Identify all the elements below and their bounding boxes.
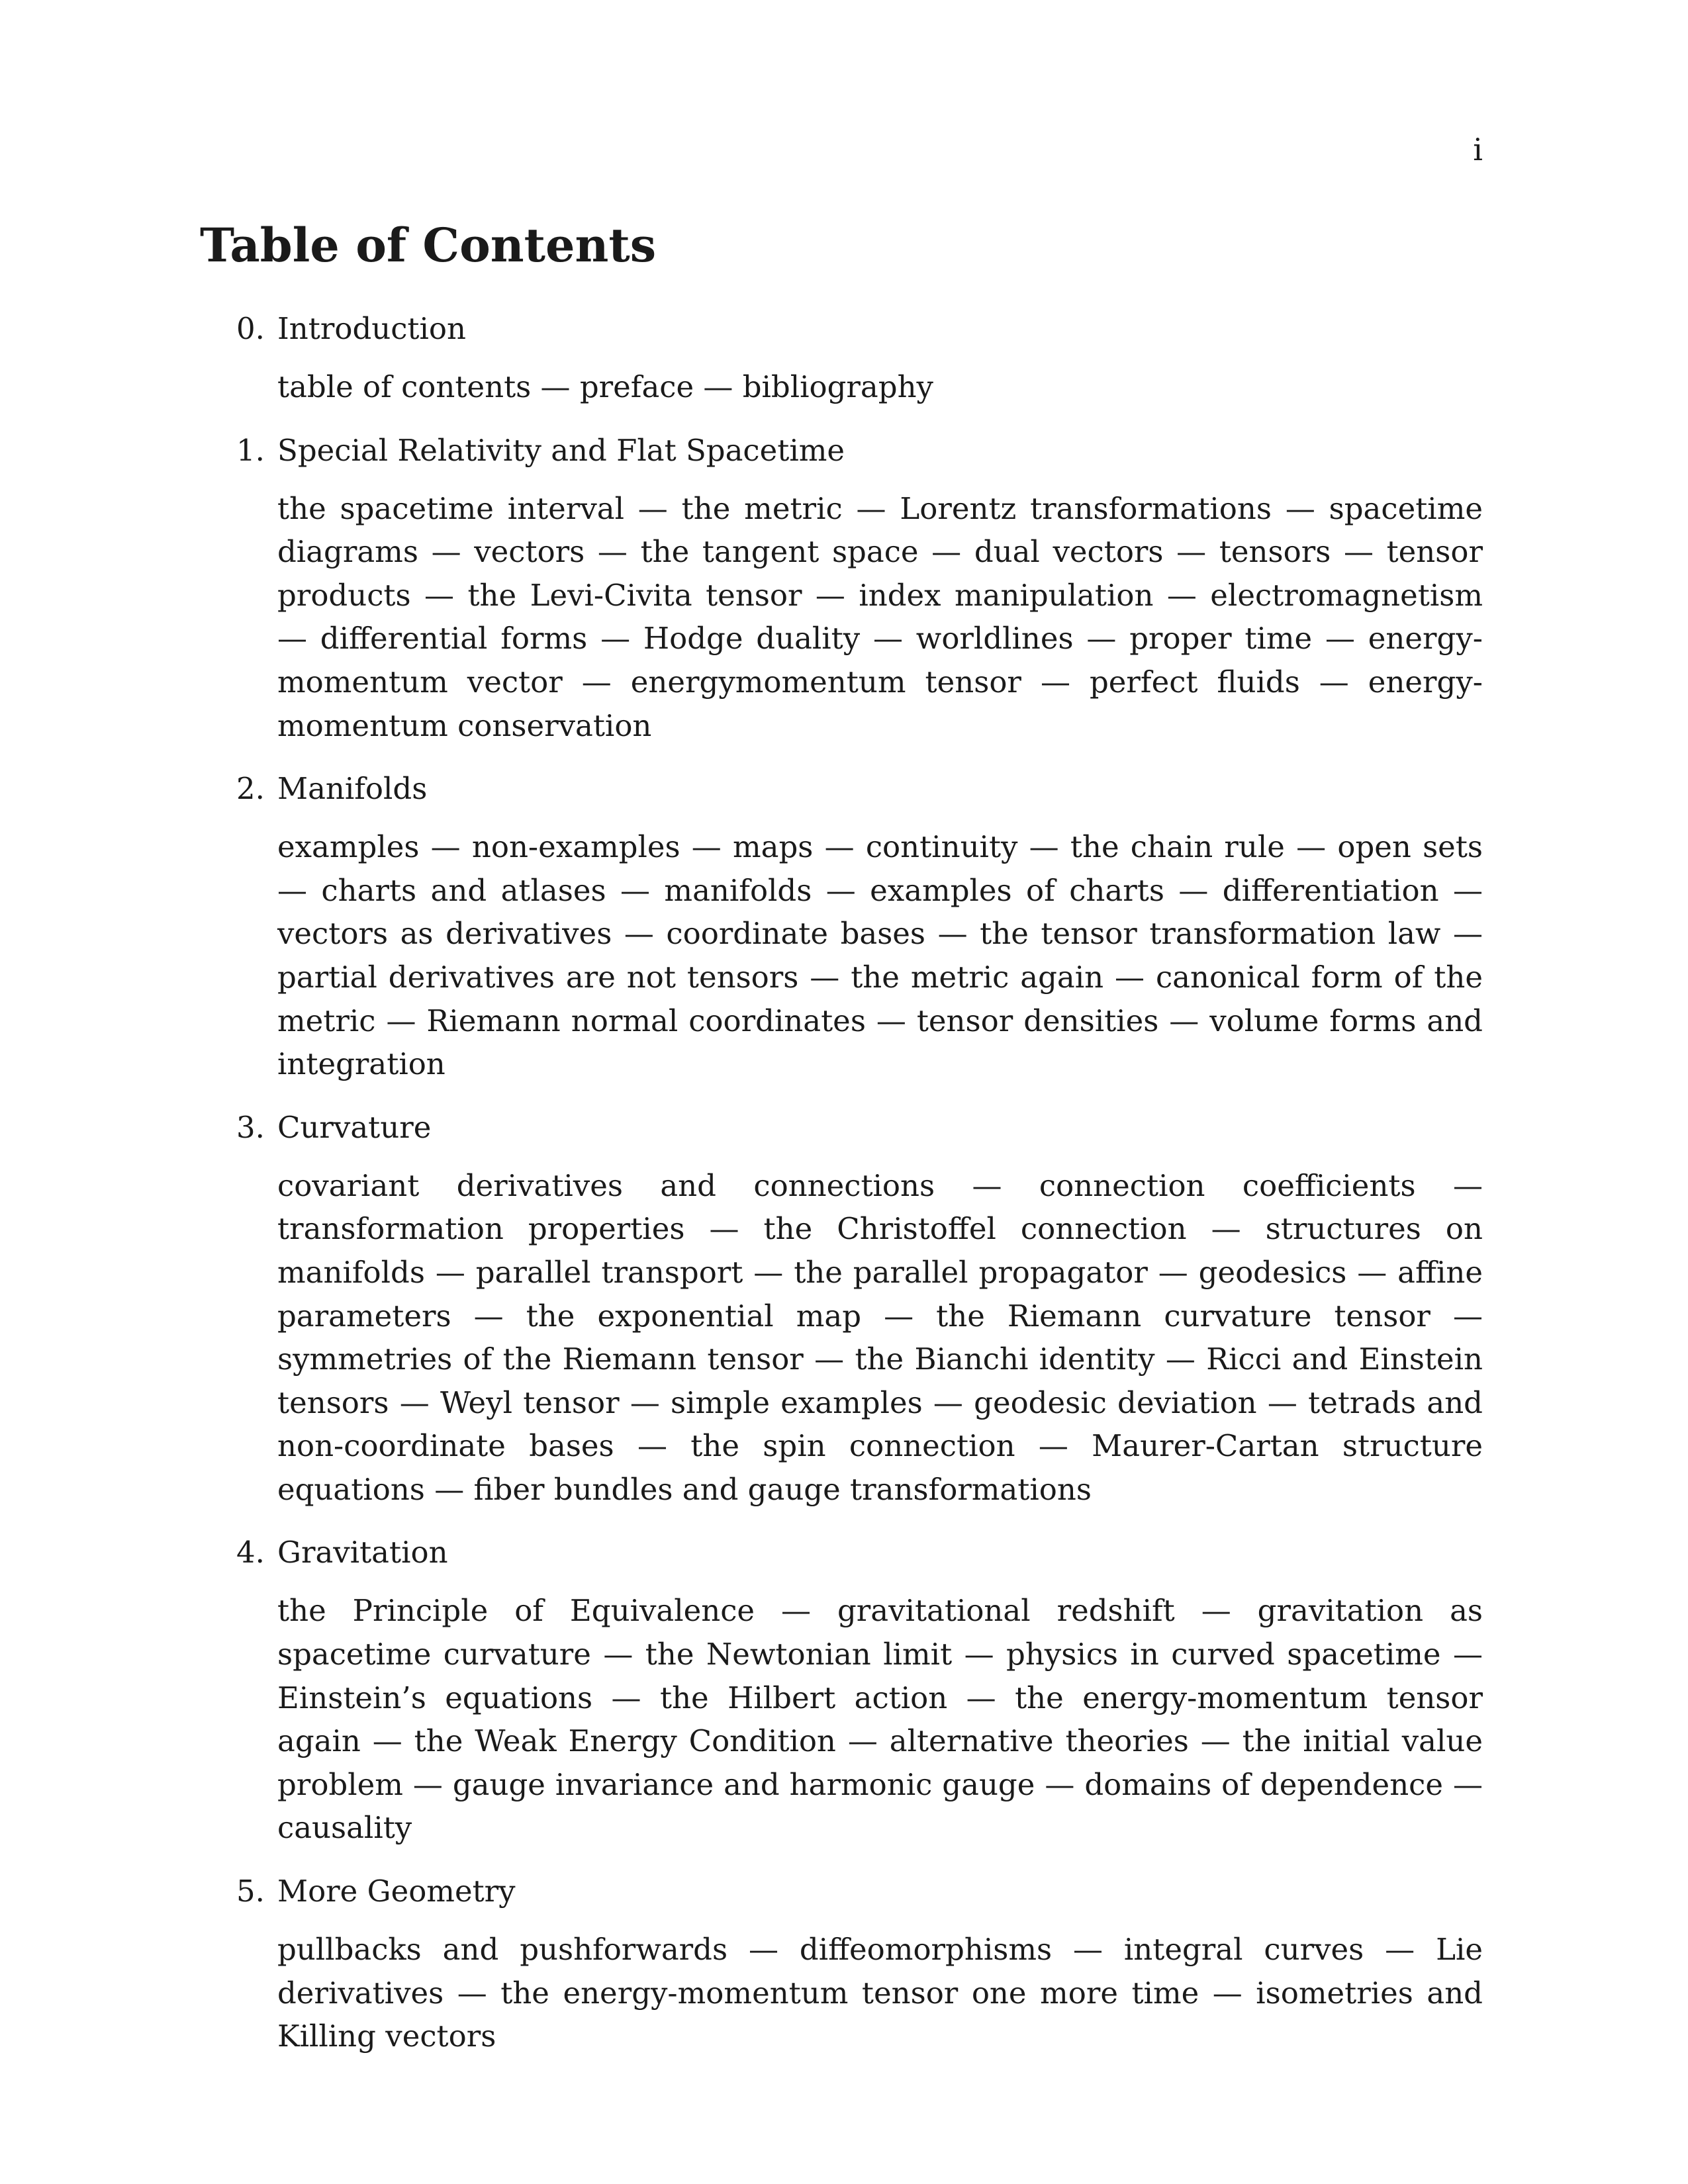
section-topics: table of contents — preface — bibliography — [277, 369, 933, 404]
page-title: Table of Contents — [200, 218, 657, 273]
section-topics: covariant derivatives and connections — connection coefficients — transformation properties — the Christoffel connection — structures on manifolds — parallel transport — the parallel propagator — geodesics — affine parameters — the exponential map — the Riemann curvature tensor — symmetries of the Riemann tensor — the Bianchi identity — Ricci and Einstein tensors — Weyl tensor — simple examples — geodesic deviation — tetrads and non-coordinate bases — the spin connection — Maurer-Cartan structure equations — fiber bundles and gauge transformations — [277, 1167, 1483, 1507]
toc-section-3 — [200, 1106, 1483, 1512]
section-topics: the Principle of Equivalence — gravitational redshift — gravitation as spacetime curvature — the Newtonian limit — physics in curved spacetime — Einstein’s equations — the Hilbert action — the energy-momentum tensor again — the Weak Energy Condition — alternative theories — the initial value problem — gauge invariance and harmonic gauge — domains of dependence — causality — [277, 1593, 1483, 1846]
section-title: Manifolds — [277, 771, 428, 807]
section-title: More Geometry — [277, 1874, 516, 1909]
section-number: 4. — [236, 1535, 265, 1570]
section-number: 1. — [236, 432, 265, 468]
section-heading — [200, 307, 1483, 351]
section-number: 0. — [236, 311, 265, 346]
toc-section-0 — [200, 307, 1483, 409]
section-topics: the spacetime interval — the metric — Lorentz transformations — spacetime diagrams — vectors — the tangent space — dual vectors — tensors — tensor products — the Levi-Civita tensor — index manipulation — electromagnetism — differential forms — Hodge duality — worldlines — proper time — energy-momentum vector — energymomentum tensor — perfect fluids — energy-momentum conservation — [277, 490, 1483, 743]
toc-section-5 — [200, 1870, 1483, 2058]
toc-section-1 — [200, 429, 1483, 748]
section-title: Special Relativity and Flat Spacetime — [277, 432, 845, 468]
section-heading — [200, 767, 1483, 811]
section-number: 2. — [236, 771, 265, 807]
section-title: Gravitation — [277, 1535, 448, 1570]
section-heading — [200, 429, 1483, 473]
section-number: 5. — [236, 1874, 265, 1909]
section-heading — [200, 1870, 1483, 1913]
section-heading — [200, 1106, 1483, 1150]
section-topics: examples — non-examples — maps — continuity — the chain rule — open sets — charts and atlases — manifolds — examples of charts — differentiation — vectors as derivatives — coordinate bases — the tensor transformation law — partial derivatives are not tensors — the metric again — canonical form of the metric — Riemann normal coordinates — tensor densities — volume forms and integration — [277, 829, 1483, 1082]
section-heading — [200, 1531, 1483, 1574]
section-number: 3. — [236, 1109, 265, 1145]
toc-section-2 — [200, 767, 1483, 1086]
section-title: Introduction — [277, 311, 466, 346]
table-of-contents — [200, 307, 1483, 2078]
section-title: Curvature — [277, 1109, 432, 1145]
page-number: i — [1473, 132, 1483, 167]
toc-section-4 — [200, 1531, 1483, 1850]
section-topics: pullbacks and pushforwards — diffeomorphisms — integral curves — Lie derivatives — the energy-momentum tensor one more time — isometries and Killing vectors — [277, 1932, 1483, 2054]
